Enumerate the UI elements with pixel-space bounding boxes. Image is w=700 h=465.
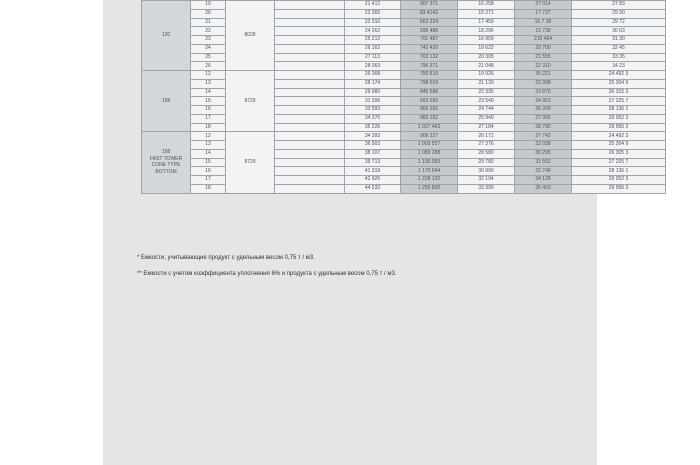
ring-count-cell: 24: [191, 44, 226, 53]
empty-cell: [275, 149, 345, 158]
table-row: [142, 149, 666, 158]
value-cell: 21 130: [458, 79, 515, 88]
empty-cell: [275, 79, 345, 88]
value-cell: 27 184: [458, 123, 515, 132]
table-row: [142, 158, 666, 167]
table-row: [142, 27, 666, 36]
ring-count-cell: 25: [191, 53, 226, 62]
table-row: [142, 184, 666, 193]
value-cell: 29 980: [345, 88, 401, 97]
value-cell: 19 926: [458, 71, 515, 80]
table-row: [142, 176, 666, 185]
ring-count-cell: 15: [191, 97, 226, 106]
group-parameter: 8028: [226, 1, 275, 71]
value-cell: 29 72: [572, 18, 666, 27]
ring-count-cell: 14: [191, 149, 226, 158]
value-cell: 18 296: [458, 27, 515, 36]
value-cell: 26 171: [458, 132, 515, 141]
value-cell: 20 700: [515, 44, 572, 53]
document-page: [103, 0, 629, 465]
ring-count-cell: 12: [191, 132, 226, 141]
value-cell: 906 202: [401, 106, 458, 115]
table-row: [142, 62, 666, 71]
value-cell: 31 552: [515, 158, 572, 167]
empty-cell: [275, 88, 345, 97]
empty-cell: [275, 158, 345, 167]
value-cell: 29 956 3: [572, 184, 666, 193]
ring-count-cell: 17: [191, 176, 226, 185]
empty-cell: [275, 9, 345, 18]
value-cell: 763 132: [401, 53, 458, 62]
value-cell: 83 4142: [401, 9, 458, 18]
empty-cell: [275, 36, 345, 45]
value-cell: 1 083 288: [401, 149, 458, 158]
table-row: [142, 132, 666, 141]
value-cell: 35 403: [515, 184, 572, 193]
empty-cell: [275, 167, 345, 176]
value-cell: 1 100 993: [401, 158, 458, 167]
value-cell: 28 136 1: [572, 106, 666, 115]
value-cell: 27 225 7: [572, 158, 666, 167]
value-cell: 27 742: [515, 132, 572, 141]
value-cell: 701 487: [401, 36, 458, 45]
value-cell: 19 622: [458, 44, 515, 53]
value-cell: 21 048: [458, 62, 515, 71]
value-cell: 31 396: [345, 97, 401, 106]
value-cell: 30 295: [515, 149, 572, 158]
value-cell: 32 194: [458, 176, 515, 185]
value-cell: 17 459: [458, 18, 515, 27]
table-row: [142, 9, 666, 18]
value-cell: 28 063: [345, 62, 401, 71]
value-cell: 906 227: [401, 132, 458, 141]
ring-count-cell: 26: [191, 62, 226, 71]
value-cell: 41 319: [345, 167, 401, 176]
value-cell: 26 315 3: [572, 88, 666, 97]
value-cell: 27 356: [515, 114, 572, 123]
empty-cell: [275, 62, 345, 71]
empty-cell: [275, 53, 345, 62]
value-cell: 15 271: [458, 9, 515, 18]
value-cell: 24 953: [515, 97, 572, 106]
ring-count-cell: 19: [191, 1, 226, 10]
empty-cell: [275, 106, 345, 115]
value-cell: 750 519: [401, 71, 458, 80]
table-row: [142, 97, 666, 106]
value-cell: 24 492 3: [572, 71, 666, 80]
value-cell: 16 7 38: [515, 18, 572, 27]
value-cell: 22 038: [515, 141, 572, 150]
table-row: [142, 53, 666, 62]
ring-count-cell: 14: [191, 88, 226, 97]
empty-cell: [275, 44, 345, 53]
value-cell: 42 926: [345, 176, 401, 185]
table-row: [142, 141, 666, 150]
empty-cell: [275, 27, 345, 36]
empty-cell: [275, 97, 345, 106]
ring-count-cell: 21: [191, 18, 226, 27]
value-cell: 27 376: [458, 141, 515, 150]
value-cell: 23 540: [458, 97, 515, 106]
value-cell: 21 412: [345, 1, 401, 10]
value-cell: 34 23: [572, 62, 666, 71]
value-cell: 27 225 7: [572, 97, 666, 106]
value-cell: 33 35: [572, 53, 666, 62]
value-cell: 24 492 3: [572, 132, 666, 141]
value-cell: 21 555: [515, 53, 572, 62]
value-cell: 28 174: [345, 79, 401, 88]
value-cell: 26 209: [515, 106, 572, 115]
value-cell: 16 258: [458, 1, 515, 10]
value-cell: 27 113: [345, 53, 401, 62]
table-row: [142, 44, 666, 53]
value-cell: 36 503: [345, 141, 401, 150]
value-cell: 796 371: [401, 62, 458, 71]
group-label: 158 FAST TOWER CONE TYPE BOTTOM: [142, 132, 191, 193]
value-cell: 28 790: [515, 123, 572, 132]
value-cell: 1 255 830: [401, 184, 458, 193]
specification-table: [141, 0, 666, 194]
table-row: [142, 71, 666, 80]
group-parameter: 8729: [226, 71, 275, 132]
empty-cell: [275, 18, 345, 27]
empty-cell: [275, 132, 345, 141]
value-cell: 29 956 3: [572, 123, 666, 132]
table-row: [142, 18, 666, 27]
footnote-2: ** Емкости с учетом коэффициента уплотнения 6% и продукта с удельным весом 0,75 т / м3.: [137, 271, 397, 277]
value-cell: 22 310: [515, 62, 572, 71]
value-cell: 983 152: [401, 114, 458, 123]
value-cell: 17 737: [515, 9, 572, 18]
value-cell: 20 305: [458, 53, 515, 62]
value-cell: 15 738: [515, 27, 572, 36]
empty-cell: [275, 71, 345, 80]
value-cell: 29 780: [458, 158, 515, 167]
value-cell: 22 335: [458, 88, 515, 97]
ring-count-cell: 13: [191, 141, 226, 150]
value-cell: 29 052 3: [572, 176, 666, 185]
group-label: 120: [142, 1, 191, 71]
value-cell: 28 580: [458, 149, 515, 158]
value-cell: 693 093: [401, 97, 458, 106]
value-cell: 26 162: [345, 44, 401, 53]
value-cell: 1 170 544: [401, 167, 458, 176]
ring-count-cell: 16: [191, 106, 226, 115]
value-cell: 34 128: [515, 176, 572, 185]
value-cell: 34 393: [345, 132, 401, 141]
empty-cell: [275, 141, 345, 150]
value-cell: 845 588: [401, 88, 458, 97]
table-row: [142, 1, 666, 10]
value-cell: 23 875: [515, 88, 572, 97]
value-cell: 907 371: [401, 1, 458, 10]
ring-count-cell: 15: [191, 158, 226, 167]
table-row: [142, 36, 666, 45]
value-cell: 25 212: [345, 36, 401, 45]
value-cell: 31 30: [572, 36, 666, 45]
value-cell: 44 532: [345, 184, 401, 193]
value-cell: 32 749: [515, 167, 572, 176]
value-cell: 35 226: [345, 123, 401, 132]
value-cell: 742 420: [401, 44, 458, 53]
value-cell: 22 398: [515, 79, 572, 88]
ring-count-cell: 18: [191, 184, 226, 193]
value-cell: 23 310: [345, 18, 401, 27]
value-cell: 30 63: [572, 27, 666, 36]
value-cell: 22 365: [345, 9, 401, 18]
value-cell: 563 224: [401, 18, 458, 27]
ring-count-cell: 20: [191, 9, 226, 18]
table-row: [142, 106, 666, 115]
ring-count-cell: 12: [191, 71, 226, 80]
ring-count-cell: 16: [191, 167, 226, 176]
table-row: [142, 114, 666, 123]
empty-cell: [275, 176, 345, 185]
value-cell: 32 45: [572, 44, 666, 53]
value-cell: 1 027 463: [401, 123, 458, 132]
footnote-1: * Емкости, учитывающие продукт с удельным весом 0,75 т / м3.: [137, 255, 315, 261]
value-cell: 1 228 120: [401, 176, 458, 185]
value-cell: 25 940: [458, 114, 515, 123]
value-cell: 25 304 9: [572, 79, 666, 88]
group-label: 158: [142, 71, 191, 132]
empty-cell: [275, 184, 345, 193]
empty-cell: [275, 1, 345, 10]
value-cell: 26 305 3: [572, 149, 666, 158]
ring-count-cell: 22: [191, 27, 226, 36]
value-cell: 33 593: [345, 106, 401, 115]
value-cell: 39 713: [345, 158, 401, 167]
empty-cell: [275, 114, 345, 123]
value-cell: 24 262: [345, 27, 401, 36]
value-cell: 25 304 9: [572, 141, 666, 150]
value-cell: 595 488: [401, 27, 458, 36]
table-row: [142, 167, 666, 176]
value-cell: 33 399: [458, 184, 515, 193]
value-cell: 35 221: [515, 71, 572, 80]
value-cell: 34 370: [345, 114, 401, 123]
ring-count-cell: 17: [191, 114, 226, 123]
ring-count-cell: 13: [191, 79, 226, 88]
value-cell: 24 744: [458, 106, 515, 115]
value-cell: 216 464: [515, 36, 572, 45]
group-parameter: 8729: [226, 132, 275, 193]
value-cell: 28 136 1: [572, 167, 666, 176]
value-cell: 16 909: [458, 36, 515, 45]
empty-cell: [275, 123, 345, 132]
footnotes: [137, 255, 397, 287]
table-row: [142, 79, 666, 88]
value-cell: 38 107: [345, 149, 401, 158]
value-cell: 27 83: [572, 1, 666, 10]
value-cell: 1 003 537: [401, 141, 458, 150]
ring-count-cell: 23: [191, 36, 226, 45]
value-cell: 29 052 3: [572, 114, 666, 123]
value-cell: 26 368: [345, 71, 401, 80]
table-row: [142, 123, 666, 132]
value-cell: 27 014: [515, 1, 572, 10]
value-cell: 798 019: [401, 79, 458, 88]
value-cell: 30 990: [458, 167, 515, 176]
value-cell: 29 90: [572, 9, 666, 18]
table-row: [142, 88, 666, 97]
ring-count-cell: 18: [191, 123, 226, 132]
